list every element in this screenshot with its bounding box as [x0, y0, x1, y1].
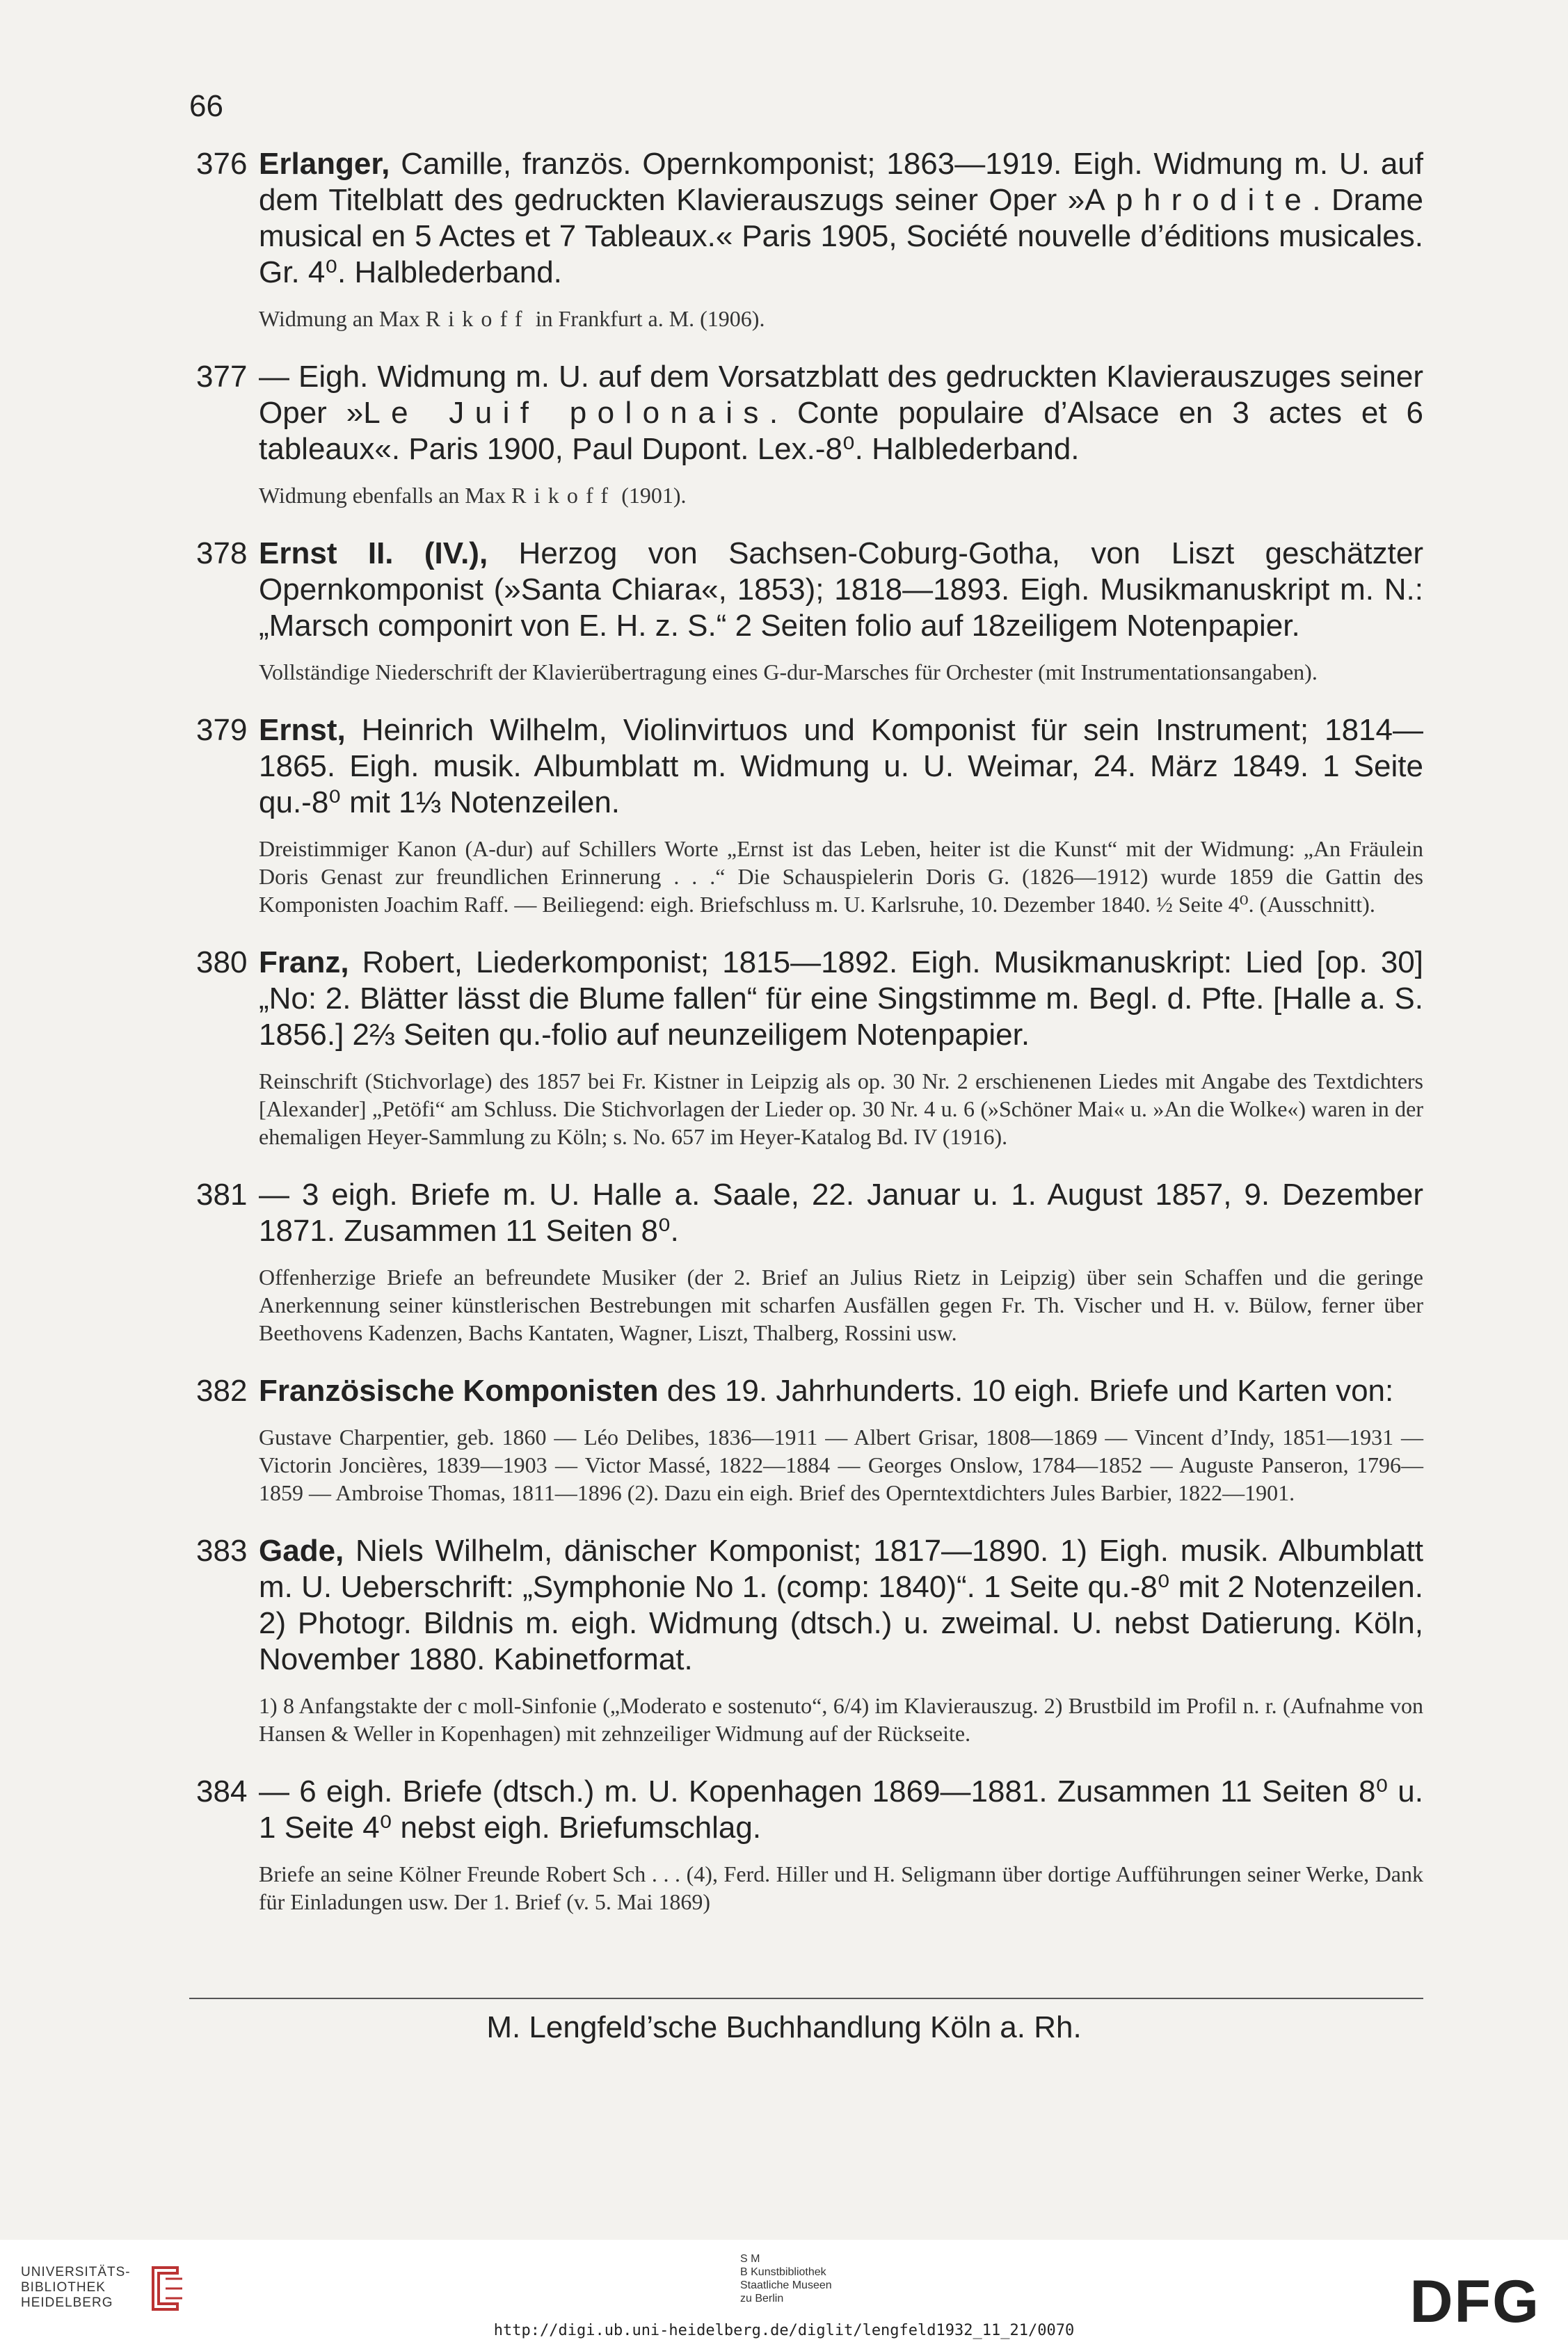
entry-body: Camille, französ. Opernkomponist; 1863—1919. Eigh. Widmung m. U. auf dem Titelblatt des gedruckten Klavierauszugs seiner Oper »: [259, 147, 1423, 217]
page-number: 66: [189, 89, 223, 123]
entry-body: Niels Wilhelm, dänischer Komponist; 1817—1890. 1) Eigh. musik. Albumblatt m. U. Ueberschrift: „Symphonie No 1. (comp: 1840)“. 1 Seite qu.-8⁰ mit 2 Notenzeilen. 2) Photogr. Bildnis m. eigh. Widmung (dtsch.) u. zweimal. U. nebst Datierung. Köln, November 1880. Kabinetformat.: [259, 1534, 1423, 1676]
note-text-cont: in Frankfurt a. M. (1906).: [529, 306, 765, 331]
ub-logo-line: HEIDELBERG: [21, 2295, 113, 2310]
note-text: Widmung ebenfalls an Max: [259, 483, 512, 508]
entry-377: [189, 359, 1423, 509]
entry-381: [189, 1177, 1423, 1347]
entry-number: 383: [196, 1534, 248, 1568]
smb-line: B Kunstbibliothek: [740, 2266, 826, 2278]
ub-logo-line: BIBLIOTHEK: [21, 2280, 106, 2295]
entry-note: Gustave Charpentier, geb. 1860 — Léo Delibes, 1836—1911 — Albert Grisar, 1808—1869 — Vincent d’Indy, 1851—1931 — Victorin Joncières, 1839—1903 — Victor Massé, 1822—1884 — Georges Onslow, 1784—1852 — Auguste Panseron, 1796—1859 — Ambroise Thomas, 1811—1896 (2). Dazu ein eigh. Brief des Operntextdichters Jules Barbier, 1822—1901.: [259, 1425, 1423, 1505]
entry-380: [189, 945, 1423, 1151]
spaced-title: Le Juif polonais: [363, 396, 769, 430]
publisher-imprint: M. Lengfeld’sche Buchhandlung Köln a. Rh.: [486, 2010, 1082, 2044]
ub-mark-icon: [146, 2261, 188, 2316]
entry-number: 378: [196, 536, 248, 570]
entry-text: [259, 1533, 1423, 1678]
note-spaced-name: Rikoff: [425, 306, 530, 331]
spaced-title: Aphrodite: [1085, 183, 1313, 217]
smb-line: S M: [740, 2253, 760, 2265]
ub-logo-line: UNIVERSITÄTS-: [21, 2265, 131, 2279]
entry-note: Briefe an seine Kölner Freunde Robert Sch . . . (4), Ferd. Hiller und H. Seligmann über dortige Aufführungen seiner Werke, Dank für Einladungen usw. Der 1. Brief (v. 5. Mai 1869): [259, 1861, 1423, 1914]
entry-body-cont: . Drame musical en 5 Actes et 7 Tableaux.« Paris 1905, Société nouvelle d’éditions musicales. Gr. 4⁰. Halblederband.: [259, 183, 1423, 289]
entry-note: Reinschrift (Stichvorlage) des 1857 bei Fr. Kistner in Leipzig als op. 30 Nr. 2 erschienenen Liedes mit Angabe des Textdichters [Alexander] „Petöfi“ am Schluss. Die Stichvorlagen der Lieder op. 30 Nr. 4 u. 6 (»Schöner Mai« u. »An die Wolke«) waren in der ehemaligen Heyer-Sammlung zu Köln; s. No. 657 im Heyer-Katalog Bd. IV (1916).: [259, 1068, 1423, 1149]
entry-number: 381: [196, 1178, 248, 1212]
entry-name: Ernst,: [259, 713, 346, 747]
smb-line: Staatliche Museen: [740, 2279, 832, 2291]
entry-body: — Eigh. Widmung m. U. auf dem Vorsatzblatt des gedruckten Klavierauszuges seiner Oper »: [259, 360, 1423, 430]
entry-number: 384: [196, 1774, 248, 1809]
entry-379: [189, 712, 1423, 918]
entry-number: 377: [196, 360, 248, 394]
entry-name: Gade,: [259, 1534, 344, 1568]
entry-number: 376: [196, 147, 248, 181]
note-spaced-name: Rikoff: [511, 483, 616, 508]
entry-name: Erlanger,: [259, 147, 390, 181]
entry-body: Heinrich Wilhelm, Violinvirtuos und Komponist für sein Instrument; 1814—1865. Eigh. musik. Albumblatt m. Widmung u. U. Weimar, 24. März 1849. 1 Seite qu.-8⁰ mit 1⅓ Notenzeilen.: [259, 713, 1423, 819]
entry-note: Dreistimmiger Kanon (A-dur) auf Schillers Worte „Ernst ist das Leben, heiter ist die Kunst“ mit der Widmung: „An Fräulein Doris Genast zur freundlichen Erinnerung . . .“ Die Schauspielerin Doris G. (1826—1912) wurde 1859 die Gattin des Komponisten Joachim Raff. — Beiliegend: eigh. Briefschluss m. U. Karlsruhe, 10. Dezember 1840. ½ Seite 4⁰. (Ausschnitt).: [259, 836, 1423, 917]
entry-number: 379: [196, 713, 248, 747]
entry-383: [189, 1533, 1423, 1747]
note-text-cont: (1901).: [616, 483, 687, 508]
entry-text: — 3 eigh. Briefe m. U. Halle a. Saale, 22. Januar u. 1. August 1857, 9. Dezember 1871. Zusammen 11 Seiten 8⁰.: [259, 1178, 1423, 1248]
smb-line: zu Berlin: [740, 2293, 784, 2304]
entry-body: Herzog von Sachsen-Coburg-Gotha, von Liszt geschätzter Opernkomponist (»Santa Chiara«, 1853); 1818—1893. Eigh. Musikmanuskript m. N.: „Marsch componirt von E. H. z. S.“ 2 Seiten folio auf 18zeiligem Notenpapier.: [259, 536, 1423, 643]
entry-number: 380: [196, 945, 248, 979]
entry-name: Franz,: [259, 945, 349, 979]
smb-kunstbibliothek-logo[interactable]: [740, 2252, 832, 2305]
entry-body-cont: . Conte populaire d’Alsace en 3 actes et 6 tableaux«. Paris 1900, Paul Dupont. Lex.-8⁰. Halblederband.: [259, 396, 1424, 466]
entry-note: Vollständige Niederschrift der Klavierübertragung eines G-dur-Marsches für Orchester (mit Instrumentationsangaben).: [259, 659, 1318, 684]
dfg-logo[interactable]: DFG: [1409, 2268, 1540, 2335]
entry-name: Ernst II. (IV.),: [259, 536, 488, 570]
entry-note: [259, 481, 1423, 509]
digitization-footer: [0, 2240, 1568, 2349]
entry-384: [189, 1774, 1423, 1916]
entry-note: 1) 8 Anfangstakte der c moll-Sinfonie („Moderato e sostenuto“, 6/4) im Klavierauszug. 2) Brustbild im Profil n. r. (Aufnahme von Hansen & Weller in Kopenhagen) mit zehnzeiliger Widmung auf der Rückseite.: [259, 1693, 1423, 1746]
entry-376: [189, 146, 1423, 332]
entry-text: [259, 712, 1423, 821]
entry-note: [259, 305, 1423, 332]
entry-text: [259, 536, 1423, 644]
entry-text: — 6 eigh. Briefe (dtsch.) m. U. Kopenhagen 1869—1881. Zusammen 11 Seiten 8⁰ u. 1 Seite 4⁰ nebst eigh. Briefumschlag.: [259, 1774, 1423, 1845]
permalink-url[interactable]: http://digi.ub.uni-heidelberg.de/diglit/lengfeld1932_11_21/0070: [493, 2322, 1075, 2339]
catalog-entries: [189, 146, 1423, 1942]
entry-378: [189, 536, 1423, 686]
entry-382: [189, 1373, 1423, 1507]
entry-text: [259, 1373, 1423, 1409]
entry-text: [259, 945, 1423, 1053]
note-text: Widmung an Max: [259, 306, 426, 331]
entry-note: Offenherzige Briefe an befreundete Musiker (der 2. Brief an Julius Rietz in Leipzig) über sein Schaffen und die geringe Anerkennung seiner künstlerischen Bestrebungen mit scharfen Ausfällen gegen Fr. Th. Vischer und H. v. Bülow, ferner über Beethovens Kadenzen, Bachs Kantaten, Wagner, Liszt, Thalberg, Rossini usw.: [259, 1265, 1423, 1345]
entry-name: Französische Komponisten: [259, 1374, 659, 1408]
entry-text: [259, 146, 1423, 291]
footer-rule: [189, 1998, 1423, 1999]
entry-number: 382: [196, 1374, 248, 1408]
entry-body: des 19. Jahrhunderts. 10 eigh. Briefe und Karten von:: [658, 1374, 1394, 1408]
entry-text: [259, 359, 1423, 467]
entry-body: Robert, Liederkomponist; 1815—1892. Eigh. Musikmanuskript: Lied [op. 30] „No: 2. Blätter lässt die Blume fallen“ für eine Singstimme m. Begl. d. Pfte. [Halle a. S. 1856.] 2⅔ Seiten qu.-folio auf neunzeiligem Notenpapier.: [259, 945, 1423, 1052]
